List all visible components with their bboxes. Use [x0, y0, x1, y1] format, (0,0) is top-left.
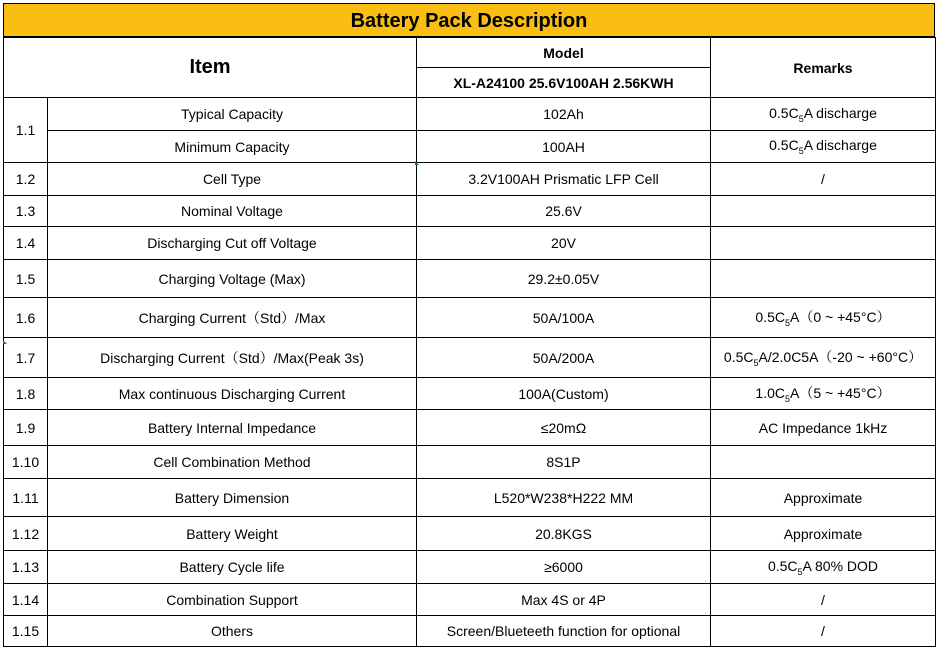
table-row: [4, 227, 936, 260]
remark-text: 0.5C: [767, 557, 798, 574]
row-value: 3.2V100AH Prismatic LFP Cell: [417, 163, 711, 196]
cell-marker: [415, 161, 419, 165]
remark-text: 0.5C: [723, 349, 754, 366]
row-remark: [711, 479, 936, 517]
row-remark: [711, 378, 936, 410]
row-value: 50A/200A: [417, 338, 711, 378]
row-item: Battery Weight: [48, 517, 417, 551]
row-item: Charging Current（Std）/Max: [48, 298, 417, 338]
row-number: 1.8: [4, 378, 48, 410]
row-value: ≤20mΩ: [417, 410, 711, 446]
row-value: Screen/Blueteeth function for optional: [417, 616, 711, 647]
table-row: [4, 98, 936, 131]
table-row: [4, 338, 936, 378]
table-row: [4, 584, 936, 616]
remark-text: Approximate: [783, 525, 863, 542]
row-value: 102Ah: [417, 98, 711, 131]
table-row: [4, 131, 936, 163]
header-item: Item: [4, 38, 417, 98]
row-number: 1.9: [4, 410, 48, 446]
remark-text-suffix: A discharge: [803, 104, 877, 121]
row-item: Cell Type: [48, 163, 417, 196]
remark-subscript: 5: [785, 393, 791, 404]
table-row: [4, 260, 936, 298]
remark-text-suffix: A（5 ~ +45°C）: [790, 385, 891, 402]
remark-text: /: [821, 171, 825, 187]
row-remark: [711, 517, 936, 551]
row-number: 1.13: [4, 551, 48, 584]
row-number: 1.5: [4, 260, 48, 298]
row-number: 1.14: [4, 584, 48, 616]
table-row: [4, 410, 936, 446]
row-value: 29.2±0.05V: [417, 260, 711, 298]
row-number: 1.6: [4, 298, 48, 338]
row-remark: [711, 196, 936, 227]
row-value: Max 4S or 4P: [417, 584, 711, 616]
row-item: Combination Support: [48, 584, 417, 616]
remark-text: 1.0C: [755, 385, 785, 402]
remark-subscript: 5: [798, 145, 804, 156]
header-model: Model: [417, 38, 711, 68]
remark-text: 0.5C: [755, 309, 785, 326]
row-remark: [711, 227, 936, 260]
row-value: 8S1P: [417, 446, 711, 479]
row-number: 1.1: [4, 98, 48, 163]
table-row: [4, 298, 936, 338]
row-value: 20.8KGS: [417, 517, 711, 551]
row-remark: [711, 551, 936, 584]
row-item: Battery Dimension: [48, 479, 417, 517]
row-remark: [711, 163, 936, 196]
row-item: Discharging Cut off Voltage: [48, 227, 417, 260]
row-item: Max continuous Discharging Current: [48, 378, 417, 410]
row-item: Battery Internal Impedance: [48, 410, 417, 446]
row-remark: [711, 410, 936, 446]
row-item: Charging Voltage (Max): [48, 260, 417, 298]
row-item: Others: [48, 616, 417, 647]
row-number: 1.3: [4, 196, 48, 227]
remark-subscript: 5: [798, 113, 804, 124]
remark-text-suffix: A discharge: [803, 137, 877, 154]
row-value: 100A(Custom): [417, 378, 711, 410]
row-remark: [711, 298, 936, 338]
row-value: ≥6000: [417, 551, 711, 584]
row-number: 1.15: [4, 616, 48, 647]
row-value: 100AH: [417, 131, 711, 163]
remark-subscript: 5: [753, 357, 759, 368]
remark-text: AC Impedance 1kHz: [758, 419, 888, 436]
row-value: L520*W238*H222 MM: [417, 479, 711, 517]
remark-text: /: [821, 591, 825, 608]
remark-subscript: 5: [785, 317, 791, 328]
table-row: [4, 196, 936, 227]
cell-marker: [3, 340, 7, 344]
row-remark: [711, 98, 936, 131]
row-item: Nominal Voltage: [48, 196, 417, 227]
row-item: Discharging Current（Std）/Max(Peak 3s): [48, 338, 417, 378]
table-row: [4, 551, 936, 584]
row-value: 50A/100A: [417, 298, 711, 338]
table-row: [4, 446, 936, 479]
row-value: 20V: [417, 227, 711, 260]
remark-text-suffix: A（0 ~ +45°C）: [790, 309, 891, 326]
remark-text: 0.5C: [769, 104, 799, 121]
table-row: [4, 616, 936, 647]
row-remark: [711, 131, 936, 163]
table-row: [4, 479, 936, 517]
table-row: [4, 163, 936, 196]
row-number: 1.10: [4, 446, 48, 479]
row-value: 25.6V: [417, 196, 711, 227]
row-number: 1.12: [4, 517, 48, 551]
table-row: [4, 517, 936, 551]
table-row: [4, 378, 936, 410]
row-number: 1.2: [4, 163, 48, 196]
remark-text: /: [821, 623, 825, 639]
header-model-name: XL-A24100 25.6V100AH 2.56KWH: [417, 68, 711, 98]
header-remarks: Remarks: [711, 38, 936, 98]
remark-text-suffix: A/2.0C5A（-20 ~ +60°C）: [758, 349, 923, 366]
row-number: 1.11: [4, 479, 48, 517]
row-item: Battery Cycle life: [48, 551, 417, 584]
table-title: Battery Pack Description: [3, 3, 935, 37]
row-item: Typical Capacity: [48, 98, 417, 131]
row-number: 1.4: [4, 227, 48, 260]
row-remark: [711, 260, 936, 298]
row-remark: [711, 446, 936, 479]
remark-text-suffix: A 80% DOD: [802, 557, 879, 574]
row-remark: [711, 616, 936, 647]
spec-table: [3, 37, 936, 647]
row-number: 1.7: [4, 338, 48, 378]
row-remark: [711, 338, 936, 378]
remark-text: Approximate: [783, 489, 863, 506]
row-remark: [711, 584, 936, 616]
remark-text: 0.5C: [769, 137, 799, 154]
remark-subscript: 5: [797, 566, 803, 577]
row-item: Cell Combination Method: [48, 446, 417, 479]
row-item: Minimum Capacity: [48, 131, 417, 163]
